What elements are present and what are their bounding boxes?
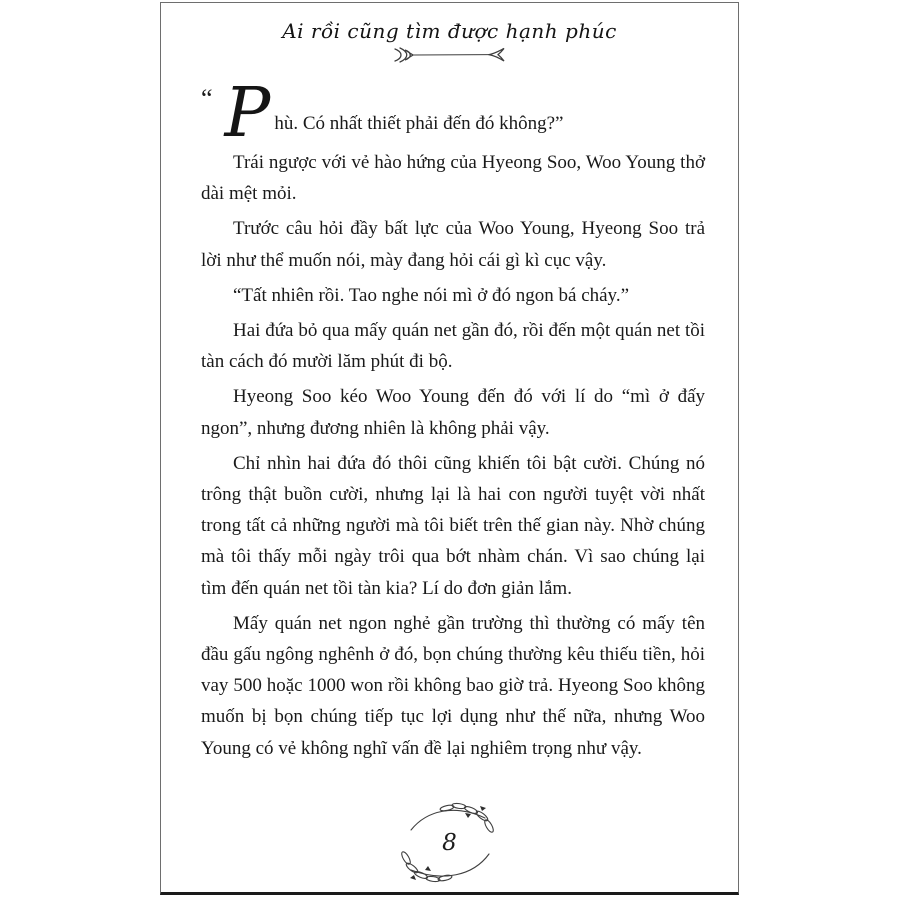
paragraph: Trái ngược với vẻ hào hứng của Hyeong Soo, Woo Young thở dài mệt mỏi. — [201, 152, 705, 205]
paragraph: “Tất nhiên rồi. Tao nghe nói mì ở đó ngon bá cháy.” — [233, 284, 630, 306]
page-body — [161, 76, 738, 764]
arrow-divider-icon — [391, 46, 509, 64]
paragraph: Hai đứa bỏ qua mấy quán net gần đó, rồi đến một quán net tồi tàn cách đó mười lăm phút đi bộ. — [201, 320, 705, 373]
paragraph: Chỉ nhìn hai đứa đó thôi cũng khiến tôi bật cười. Chúng nó trông thật buồn cười, nhưng lại là hai con người tuyệt vời nhất trong tất cả những người mà tôi biết trên thế gian này. Nhờ chúng mà tôi thấy mỗi ngày trôi qua bớt nhàm chán. Vì sao chúng lại tìm đến quán net tồi tàn kia? Lí do đơn giản lắm. — [201, 452, 705, 599]
header-divider — [161, 46, 738, 64]
opening-line — [201, 74, 705, 153]
running-title: Ai rồi cũng tìm được hạnh phúc — [282, 19, 617, 43]
page-footer — [161, 796, 738, 888]
paragraph: Mấy quán net ngon nghẻ gần trường thì thường có mấy tên đầu gấu ngông nghênh ở đó, bọn chúng thường kêu thiếu tiền, hỏi vay 500 hoặc 1000 won rồi không bao giờ trả. Hyeong Soo không muốn bị bọn chúng tiếp tục lợi dụng như thế nữa, nhưng Woo Young có vẻ không nghĩ vấn đề lại nghiêm trọng như vậy. — [201, 612, 705, 759]
opening-text: hù. Có nhất thiết phải đến đó không?” — [274, 113, 564, 134]
page-number: 8 — [442, 830, 457, 856]
dropcap-letter: P — [224, 74, 271, 153]
paragraph: Trước câu hỏi đầy bất lực của Woo Young, Hyeong Soo trả lời như thể muốn nói, mày đang hỏi cái gì kì cục vậy. — [201, 218, 705, 271]
opening-quote-mark: “ — [201, 84, 213, 113]
paragraph: Hyeong Soo kéo Woo Young đến đó với lí do “mì ở đấy ngon”, nhưng đương nhiên là không phải vậy. — [201, 386, 705, 439]
book-page — [160, 2, 739, 895]
footer-ornament — [385, 796, 515, 888]
